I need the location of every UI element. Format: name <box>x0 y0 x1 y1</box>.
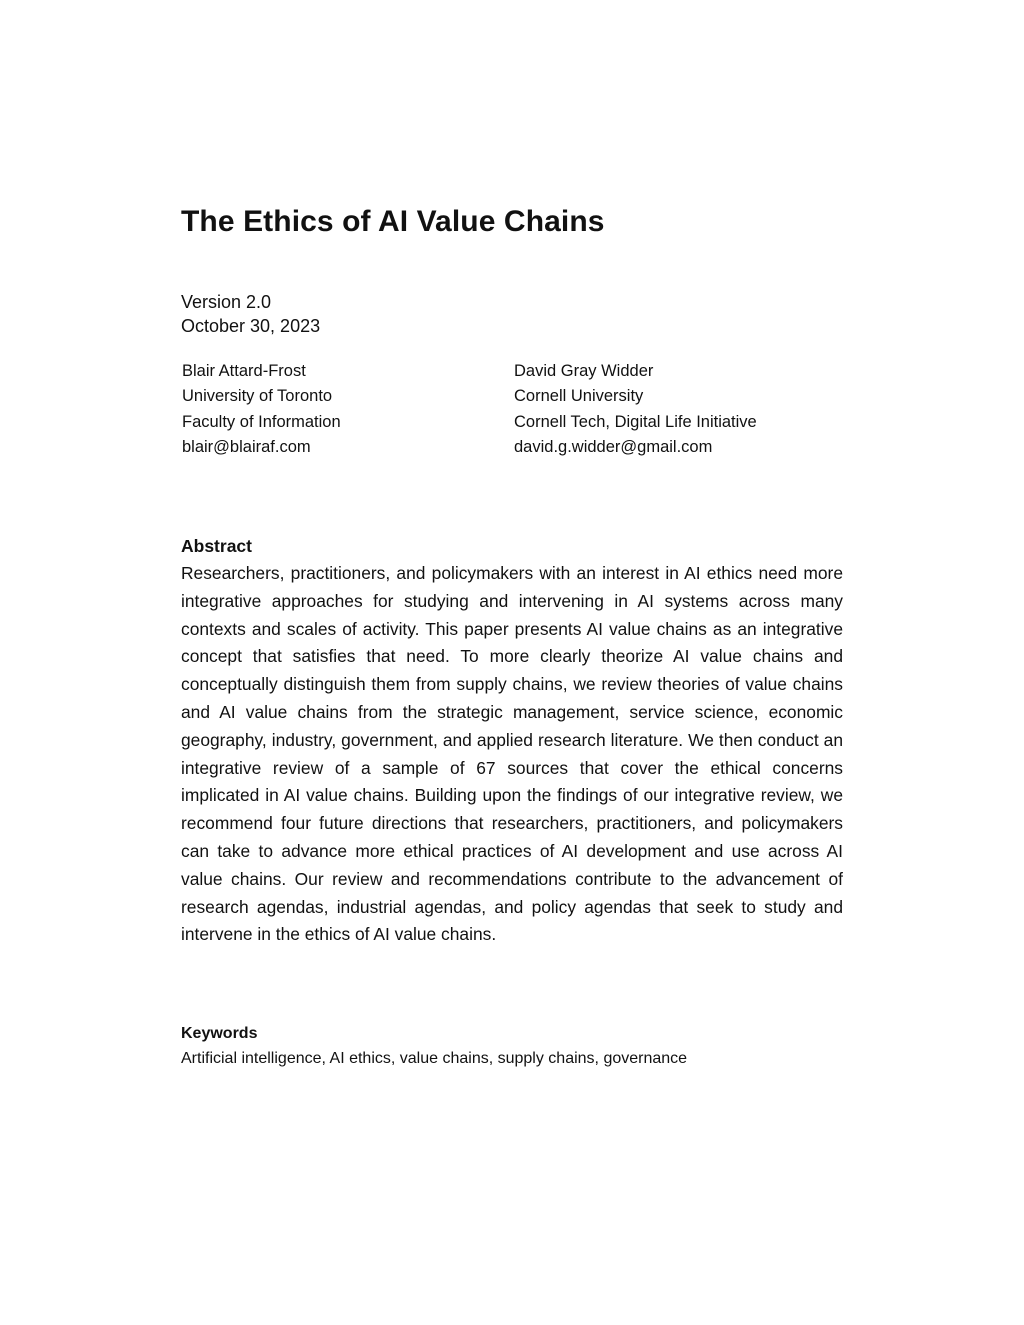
version-label: Version 2.0 <box>181 292 272 312</box>
author-department: Cornell Tech, Digital Life Initiative <box>514 412 757 431</box>
abstract-text: Researchers, practitioners, and policymakers with an interest in AI ethics need more integrative approaches for studying and intervening in AI systems across many contexts and scales of activity. This paper presents AI value chains as an integrative concept that satisfies that need. To more clearly theorize AI value chains and conceptually distinguish them from supply chains, we review theories of value chains and AI value chains from the strategic management, service science, economic geography, industry, government, and applied research literature. We then conduct an integrative review of a sample of 67 sources that cover the ethical concerns implicated in AI value chains. Building upon the findings of our integrative review, we recommend four future directions that researchers, practitioners, and policymakers can take to advance more ethical practices of AI development and use across AI value chains. Our review and recommendations contribute to the advancement of research agendas, industrial agendas, and policy agendas that seek to study and intervene in the ethics of AI value chains. <box>181 563 843 945</box>
author-block-2 <box>514 359 757 460</box>
keywords-heading: Keywords <box>181 1025 258 1042</box>
abstract-heading: Abstract <box>181 536 252 556</box>
author-institution: Cornell University <box>514 387 644 406</box>
author-department: Faculty of Information <box>182 412 341 431</box>
author-block-1 <box>182 359 341 460</box>
version-info <box>181 290 320 338</box>
author-institution: University of Toronto <box>182 387 333 406</box>
paper-title: The Ethics of AI Value Chains <box>181 205 605 238</box>
publication-date: October 30, 2023 <box>181 316 321 336</box>
author-name: Blair Attard-Frost <box>182 362 306 380</box>
author-email: david.g.widder@gmail.com <box>514 437 713 456</box>
author-email: blair@blairaf.com <box>182 437 311 456</box>
author-name: David Gray Widder <box>514 362 654 380</box>
keywords-list: Artificial intelligence, AI ethics, value chains, supply chains, governance <box>181 1050 688 1067</box>
